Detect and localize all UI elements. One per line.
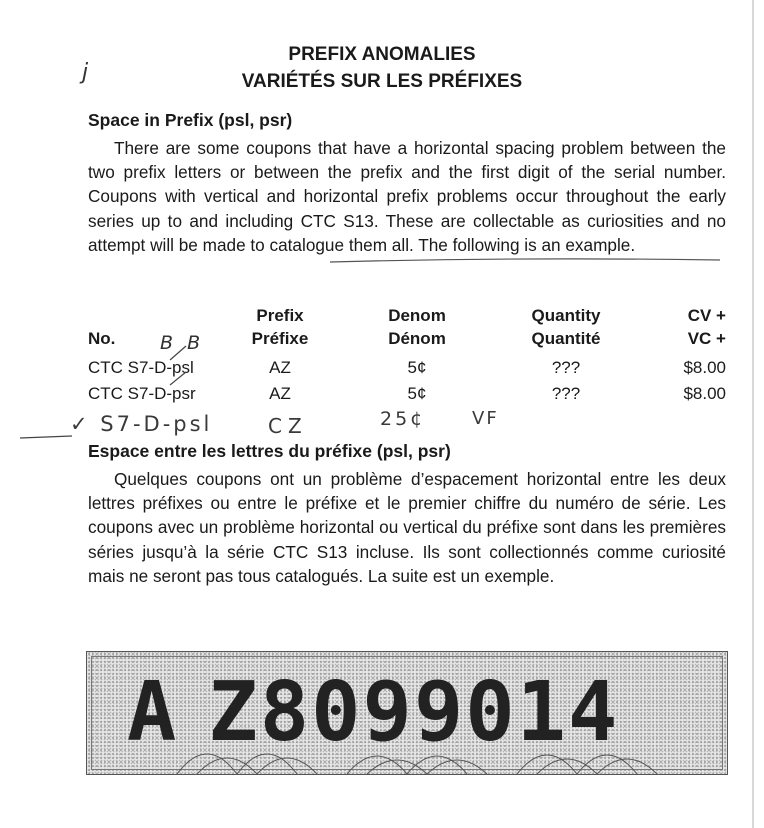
serial-digits: 8099014 — [259, 665, 620, 760]
guilloche-pattern — [87, 734, 728, 774]
row-1-denom: 5¢ — [407, 358, 427, 377]
header-cv-fr: VC + — [687, 329, 726, 348]
handwritten-row-no: ✓ S7-D-psl — [70, 412, 213, 436]
section-heading-en: Space in Prefix (psl, psr) — [88, 110, 293, 130]
header-prefix-en: Prefix — [256, 306, 304, 325]
header-no: No. — [88, 329, 116, 348]
serial-prefix-letter-1: A — [127, 665, 179, 760]
section-heading-fr: Espace entre les lettres du préfixe (psl, psr) — [88, 441, 451, 461]
row-1-no: CTC S7-D-psl — [88, 358, 194, 377]
row-2-quantity: ??? — [551, 384, 581, 403]
section-paragraph-fr: Quelques coupons ont un problème d’espacement horizontal entre les deux lettres préfixes ou entre le préfixe et le premier chiffre du numéro de série. Les coupons avec un problème horizontal ou vertical du préfixe sont dans les premières séries jusqu’à la série CTC S13 incluse. Ils sont collectionnés comme curiosité mais ne seront pas tous catalogués. La suite est un exemple. — [88, 469, 726, 586]
section-paragraph-en: There are some coupons that have a horizontal spacing problem between the two prefix letters or between the prefix and the first digit of the serial number. Coupons with vertical and horizontal prefix problems occur throughout the early series up to and including CTC S13. These are collectable as curiosities and no attempt will be made to catalogue them all. The following is an example. — [88, 138, 726, 255]
row-1-cv: $8.00 — [683, 358, 726, 377]
coupon-image — [86, 651, 728, 775]
row-1-quantity: ??? — [551, 358, 581, 377]
handwritten-mark: j — [82, 60, 89, 85]
handwritten-row-denom: 25¢ — [380, 408, 426, 430]
handwritten-row-prefix: CZ — [268, 414, 308, 438]
row-1-prefix: AZ — [269, 358, 291, 377]
header-denom-en: Denom — [388, 306, 446, 325]
row-2-denom: 5¢ — [407, 384, 427, 403]
header-quantity-en: Quantity — [531, 306, 601, 325]
handwritten-bb: B B — [160, 332, 205, 354]
row-2-no: CTC S7-D-psr — [88, 384, 196, 403]
row-2-prefix: AZ — [269, 384, 291, 403]
header-prefix-fr: Préfixe — [251, 329, 309, 348]
page-title-fr: VARIÉTÉS SUR LES PRÉFIXES — [241, 71, 523, 92]
serial-prefix-letter-2: Z — [208, 665, 260, 760]
header-quantity-fr: Quantité — [531, 329, 601, 348]
header-denom-fr: Dénom — [388, 329, 446, 348]
header-cv-en: CV + — [687, 306, 726, 325]
handwritten-row-grade: VF — [472, 408, 499, 429]
row-2-cv: $8.00 — [683, 384, 726, 403]
page-title-en: PREFIX ANOMALIES — [288, 44, 476, 65]
